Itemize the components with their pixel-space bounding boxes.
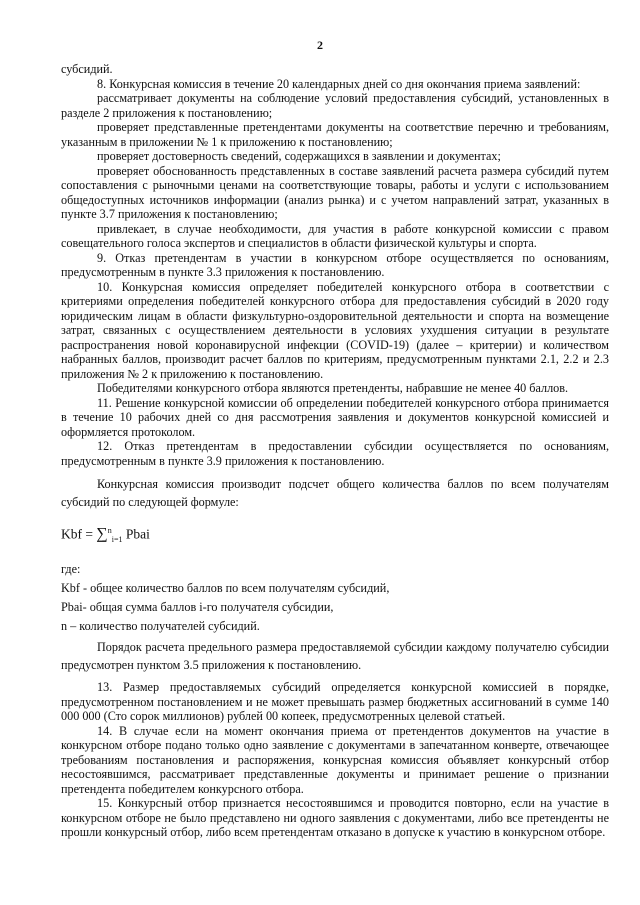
- legend-item: n – количество получателей субсидий.: [61, 619, 260, 634]
- paragraph: Победителями конкурсного отбора являются претенденты, набравшие не менее 40 баллов.: [97, 381, 569, 395]
- sum-symbol: ∑: [96, 525, 108, 543]
- paragraph: 15. Конкурсный отбор признается несостоявшимся и проводится повторно, если на участие в конкурсном отборе не было представлено ни одного заявления с документами, либо все претенденты не прошли конкурсный отбор, либо всем претендентам отказано в допуске к участию в конкурсном отборе.: [61, 796, 609, 840]
- formula-lower-limit: i=1: [111, 535, 123, 545]
- paragraph: проверяет представленные претендентами документы на соответствие перечню и требованиям, указанным в приложении № 1 к приложению к постановлению;: [61, 120, 609, 149]
- formula-rhs: Pbai: [122, 526, 150, 542]
- formula-legend: [61, 562, 609, 634]
- legend-item: Pbai- общая сумма баллов i-го получателя субсидии,: [61, 600, 334, 615]
- formula-lhs: Kbf =: [61, 526, 97, 542]
- page-number: 2: [317, 38, 323, 52]
- paragraph: 14. В случае если на момент окончания приема от претендентов документов на участие в конкурсном отборе подано только одно заявление с документами в запечатанном конверте, отвечающее требованиям постановления и распоряжения, конкурсная комиссия объявляет конкурсный отбор несостоявшимся, рассматривает представленные документы и принимает решение о признании претендента победителем конкурсного отбора.: [61, 723, 609, 796]
- paragraph: проверяет обоснованность представленных в составе заявлений расчета размера субсидий путем сопоставления с рыночными ценами на соответствующие товары, работы и услуги с использованием общедоступных источников информации (анализ рынка) и с учетом направлений затрат, указанных в пункте 3.7 приложения к постановлению;: [61, 163, 609, 221]
- paragraph: проверяет достоверность сведений, содержащихся в заявлении и документах;: [97, 149, 501, 163]
- document-body: [61, 62, 609, 840]
- paragraph: 13. Размер предоставляемых субсидий определяется конкурсной комиссией в порядке, предусмотренном постановлением и не может превышать размер бюджетных ассигнований в сумме 140 000 000 (Сто сорок миллионов) рублей 00 копеек, предусмотренных целевой статьей.: [61, 680, 609, 724]
- paragraph: 9. Отказ претендентам в участии в конкурсном отборе осуществляется по основаниям, предусмотренным в пункте 3.3 приложения к постановлению.: [61, 250, 609, 279]
- paragraph: 8. Конкурсная комиссия в течение 20 календарных дней со дня окончания приема заявлений:: [97, 76, 581, 91]
- paragraph: 12. Отказ претендентам в предоставлении субсидии осуществляется по основаниям, предусмотренным в пункте 3.9 приложения к постановлению.: [61, 439, 609, 468]
- formula: [61, 523, 609, 548]
- top-paragraphs: [61, 62, 609, 468]
- limit-paragraph: Порядок расчета предельного размера предоставляемой субсидии каждому получателю субсидии предусмотрен пунктом 3.5 приложения к постановлению.: [61, 640, 609, 673]
- count-paragraph: Конкурсная комиссия производит подсчет общего количества баллов по всем получателям субсидий по следующей формуле:: [61, 477, 609, 509]
- paragraph: 10. Конкурсная комиссия определяет победителей конкурсного отбора в соответствии с критериями определения победителей конкурсного отбора для предоставления субсидий в 2020 году юридическим лицам в области физкультурно-оздоровительной деятельности и спорта на возмещение затрат, связанных с осуществлением деятельности в условиях ухудшения ситуации в результате распространения новой коронавирусной инфекции (COVID-19) (далее – критерии) и количеством набранных баллов, производит расчет баллов по критериям, предусмотренным пунктами 2.1, 2.2 и 2.3 приложения № 2 к приложению к постановлению.: [61, 279, 609, 381]
- bottom-paragraphs: [61, 680, 609, 840]
- paragraph: 11. Решение конкурсной комиссии об определении победителей конкурсного отбора принимается в течение 10 рабочих дней со дня рассмотрения заявления и документов конкурсной комиссией и оформляется протоколом.: [61, 395, 609, 439]
- paragraph: рассматривает документы на соблюдение условий предоставления субсидий, установленных в разделе 2 приложения к постановлению;: [61, 91, 609, 120]
- legend-intro: где:: [61, 562, 81, 577]
- formula-upper-limit: n: [107, 526, 112, 535]
- paragraph: привлекает, в случае необходимости, для участия в работе конкурсной комиссии с правом совещательного голоса экспертов и специалистов в области физической культуры и спорта.: [61, 221, 609, 250]
- legend-item: Kbf - общее количество баллов по всем получателям субсидий,: [61, 581, 390, 596]
- paragraph: субсидий.: [61, 62, 113, 76]
